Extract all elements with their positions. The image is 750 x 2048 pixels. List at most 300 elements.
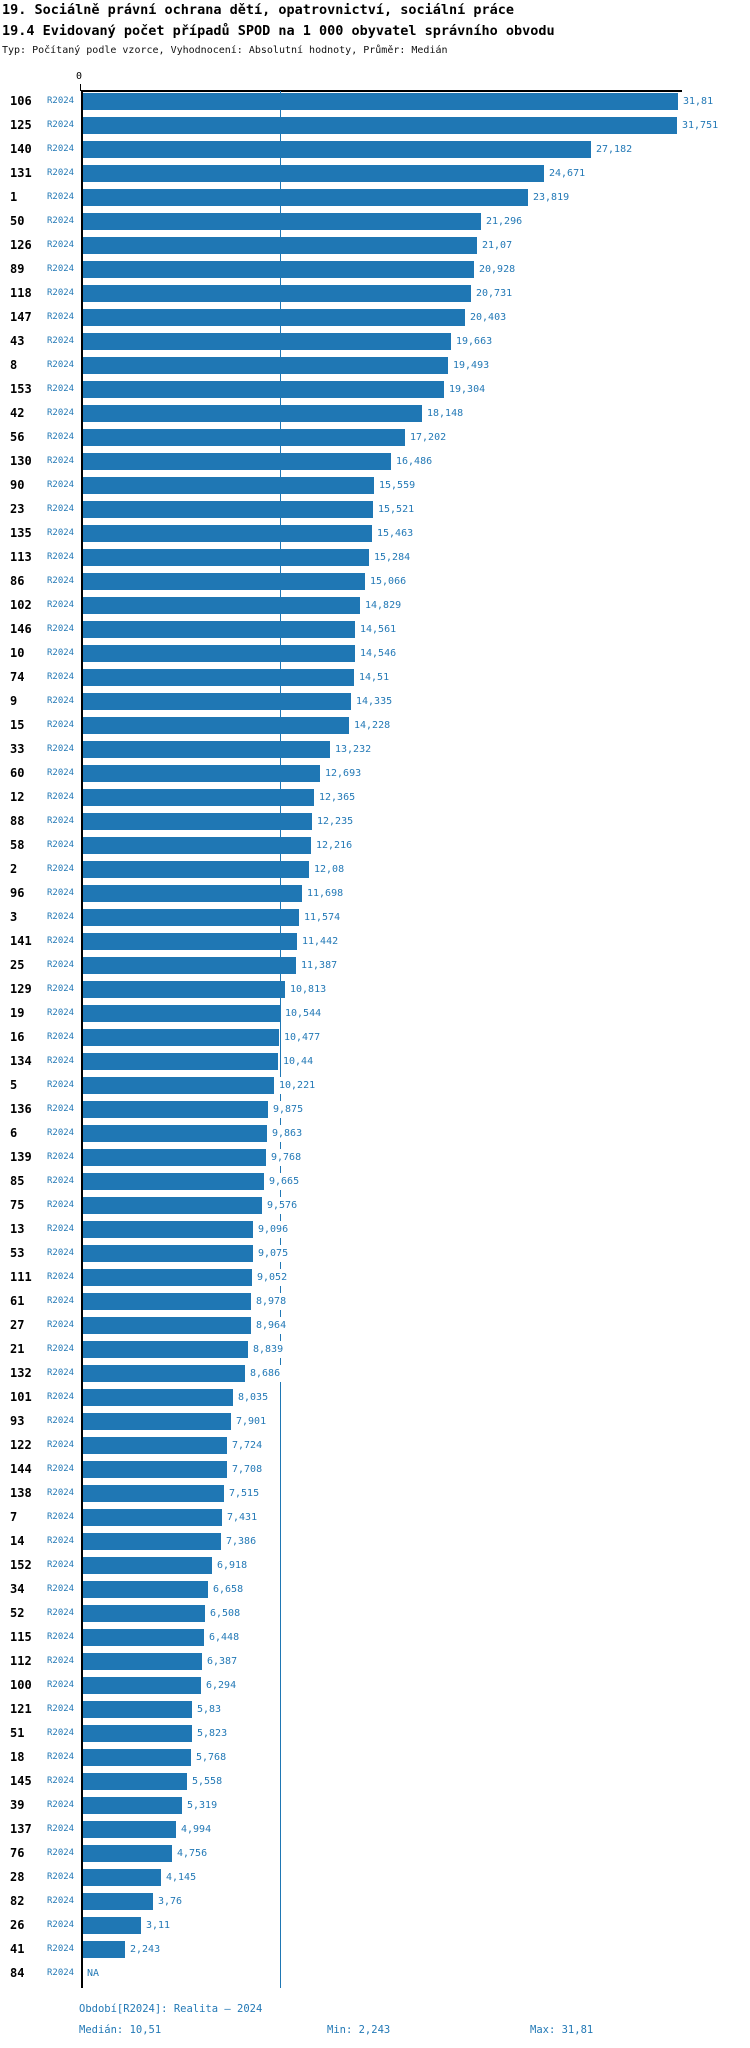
row-period-label: R2024: [47, 671, 75, 682]
row-value-label: 5,83: [197, 1701, 223, 1718]
row-period-label: R2024: [47, 839, 75, 850]
row-id-label: 61: [10, 1293, 25, 1308]
row-id-label: 2: [10, 861, 18, 876]
row-value-label: 3,76: [158, 1893, 184, 1910]
row-period-label: R2024: [47, 743, 75, 754]
axis-origin-label: 0: [76, 71, 83, 82]
row-period-label: R2024: [47, 1271, 75, 1282]
bar-row: [0, 1893, 750, 1910]
row-id-label: 125: [10, 117, 32, 132]
row-value-label: 19,493: [453, 357, 491, 374]
row-value-label: 12,693: [325, 765, 363, 782]
row-id-label: 74: [10, 669, 25, 684]
bar: [83, 1509, 222, 1526]
row-id-label: 118: [10, 285, 32, 300]
bar: [83, 381, 444, 398]
bar-row: [0, 1917, 750, 1934]
bar: [83, 1893, 153, 1910]
row-value-label: 4,756: [177, 1845, 209, 1862]
bar-row: [0, 861, 750, 878]
bar: [83, 1581, 208, 1598]
bar-row: [0, 1629, 750, 1646]
row-period-label: R2024: [47, 1559, 75, 1570]
bar-row: [0, 1797, 750, 1814]
row-period-label: R2024: [47, 407, 75, 418]
bar-row: [0, 1125, 750, 1142]
bar-row: [0, 909, 750, 926]
row-id-label: 86: [10, 573, 25, 588]
bar-row: [0, 237, 750, 254]
bar: [83, 1341, 248, 1358]
row-id-label: 132: [10, 1365, 32, 1380]
bar-row: [0, 1413, 750, 1430]
row-id-label: 27: [10, 1317, 25, 1332]
row-id-label: 6: [10, 1125, 18, 1140]
bar: [83, 573, 365, 590]
row-value-label: 7,386: [226, 1533, 258, 1550]
row-period-label: R2024: [47, 1463, 75, 1474]
bar-row: [0, 765, 750, 782]
row-id-label: 50: [10, 213, 25, 228]
row-value-label: 20,731: [476, 285, 514, 302]
row-id-label: 134: [10, 1053, 32, 1068]
row-value-label: 10,544: [285, 1005, 323, 1022]
bar-row: [0, 1077, 750, 1094]
row-period-label: R2024: [47, 1703, 75, 1714]
row-period-label: R2024: [47, 935, 75, 946]
row-id-label: 7: [10, 1509, 18, 1524]
bar: [83, 1245, 253, 1262]
row-id-label: 76: [10, 1845, 25, 1860]
bar-row: [0, 405, 750, 422]
row-value-label: 3,11: [146, 1917, 172, 1934]
bar: [83, 285, 471, 302]
bar-row: [0, 621, 750, 638]
bar-row: [0, 933, 750, 950]
bar: [83, 741, 330, 758]
row-id-label: 26: [10, 1917, 25, 1932]
row-value-label: 27,182: [596, 141, 634, 158]
row-period-label: R2024: [47, 1175, 75, 1186]
row-value-label: 11,698: [307, 885, 345, 902]
bar-row: [0, 1509, 750, 1526]
row-id-label: 100: [10, 1677, 32, 1692]
row-period-label: R2024: [47, 143, 75, 154]
row-id-label: 1: [10, 189, 18, 204]
bar: [83, 1773, 187, 1790]
bar: [83, 693, 351, 710]
row-value-label: 9,875: [273, 1101, 305, 1118]
bar-row: [0, 1869, 750, 1886]
bar-row: [0, 453, 750, 470]
row-id-label: 15: [10, 717, 25, 732]
bar: [83, 1269, 252, 1286]
bar-row: [0, 213, 750, 230]
row-value-label: 12,365: [319, 789, 357, 806]
row-period-label: R2024: [47, 359, 75, 370]
row-id-label: 139: [10, 1149, 32, 1164]
row-value-label: 2,243: [130, 1941, 162, 1958]
bar: [83, 1365, 245, 1382]
bar: [83, 1725, 192, 1742]
bar: [83, 1749, 191, 1766]
row-id-label: 152: [10, 1557, 32, 1572]
row-id-label: 51: [10, 1725, 25, 1740]
bar-row: [0, 1221, 750, 1238]
row-value-label: 15,521: [378, 501, 416, 518]
bar-row: [0, 189, 750, 206]
bar: [83, 1701, 192, 1718]
bar-row: [0, 1029, 750, 1046]
row-id-label: 34: [10, 1581, 25, 1596]
bar: [83, 1917, 141, 1934]
row-value-label: 5,558: [192, 1773, 224, 1790]
row-period-label: R2024: [47, 1415, 75, 1426]
row-period-label: R2024: [47, 1031, 75, 1042]
bar: [83, 1653, 202, 1670]
row-period-label: R2024: [47, 1367, 75, 1378]
row-id-label: 140: [10, 141, 32, 156]
row-period-label: R2024: [47, 959, 75, 970]
row-id-label: 13: [10, 1221, 25, 1236]
row-period-label: R2024: [47, 1247, 75, 1258]
bar: [83, 933, 297, 950]
bar-row: [0, 1845, 750, 1862]
bar: [83, 1485, 224, 1502]
row-id-label: 42: [10, 405, 25, 420]
row-value-label: 5,319: [187, 1797, 219, 1814]
row-id-label: 138: [10, 1485, 32, 1500]
bar-row: [0, 1053, 750, 1070]
bar: [83, 1029, 279, 1046]
row-id-label: 5: [10, 1077, 18, 1092]
row-value-label: 9,576: [267, 1197, 299, 1214]
row-id-label: 33: [10, 741, 25, 756]
row-period-label: R2024: [47, 527, 75, 538]
row-period-label: R2024: [47, 239, 75, 250]
row-value-label: 14,829: [365, 597, 403, 614]
row-value-label: 20,928: [479, 261, 517, 278]
footer-period-info: Období[R2024]: Realita – 2024: [79, 2003, 263, 2015]
row-period-label: R2024: [47, 1943, 75, 1954]
row-value-label: 21,07: [482, 237, 514, 254]
row-id-label: 147: [10, 309, 32, 324]
bar: [83, 1797, 182, 1814]
row-period-label: R2024: [47, 1751, 75, 1762]
row-period-label: R2024: [47, 647, 75, 658]
bar: [83, 1149, 266, 1166]
row-id-label: 89: [10, 261, 25, 276]
row-value-label: 15,463: [377, 525, 415, 542]
row-period-label: R2024: [47, 1799, 75, 1810]
bar: [83, 261, 474, 278]
row-id-label: 146: [10, 621, 32, 636]
bar-row: [0, 669, 750, 686]
bar: [83, 1437, 227, 1454]
row-id-label: 56: [10, 429, 25, 444]
bar-row: [0, 717, 750, 734]
bar-row: [0, 1101, 750, 1118]
row-period-label: R2024: [47, 1079, 75, 1090]
row-value-label: 7,901: [236, 1413, 268, 1430]
row-value-label: 18,148: [427, 405, 465, 422]
row-value-label: 23,819: [533, 189, 571, 206]
row-value-label: 13,232: [335, 741, 373, 758]
row-id-label: 82: [10, 1893, 25, 1908]
row-period-label: R2024: [47, 311, 75, 322]
bar-row: [0, 1389, 750, 1406]
row-id-label: 136: [10, 1101, 32, 1116]
row-value-label: 17,202: [410, 429, 448, 446]
row-id-label: 53: [10, 1245, 25, 1260]
bar-row: [0, 789, 750, 806]
row-value-label: 4,145: [166, 1869, 198, 1886]
row-value-label: 8,839: [253, 1341, 285, 1358]
bar: [83, 1221, 253, 1238]
row-id-label: 131: [10, 165, 32, 180]
row-period-label: R2024: [47, 887, 75, 898]
chart-subtitle: Typ: Počítaný podle vzorce, Vyhodnocení: Absolutní hodnoty, Průměr: Medián: [2, 45, 448, 56]
row-id-label: 52: [10, 1605, 25, 1620]
bar: [83, 333, 451, 350]
row-period-label: R2024: [47, 1967, 75, 1978]
bar: [83, 1941, 125, 1958]
bar-row: [0, 381, 750, 398]
row-period-label: R2024: [47, 1343, 75, 1354]
row-value-label: 6,918: [217, 1557, 249, 1574]
bar: [83, 597, 360, 614]
row-id-label: 90: [10, 477, 25, 492]
bar: [83, 165, 544, 182]
bar-row: [0, 573, 750, 590]
bar-row: [0, 1677, 750, 1694]
bar-row: [0, 525, 750, 542]
row-value-label: 15,284: [374, 549, 412, 566]
bar-row: [0, 741, 750, 758]
row-id-label: 43: [10, 333, 25, 348]
bar-row: [0, 1245, 750, 1262]
row-period-label: R2024: [47, 1391, 75, 1402]
row-period-label: R2024: [47, 95, 75, 106]
row-value-label: 15,066: [370, 573, 408, 590]
bar: [83, 525, 372, 542]
bar-row: [0, 837, 750, 854]
row-value-label: 6,387: [207, 1653, 239, 1670]
row-id-label: 130: [10, 453, 32, 468]
bar: [83, 477, 374, 494]
footer-min-stat: Min: 2,243: [327, 2024, 391, 2036]
page-title: 19. Sociálně právní ochrana dětí, opatrovnictví, sociální práce: [2, 2, 515, 18]
row-id-label: 41: [10, 1941, 25, 1956]
row-id-label: 39: [10, 1797, 25, 1812]
row-period-label: R2024: [47, 1871, 75, 1882]
row-value-label: 6,508: [210, 1605, 242, 1622]
row-period-label: R2024: [47, 215, 75, 226]
row-value-label: 7,515: [229, 1485, 261, 1502]
row-value-label: 9,665: [269, 1173, 301, 1190]
bar: [83, 501, 373, 518]
row-id-label: 3: [10, 909, 18, 924]
row-id-label: 9: [10, 693, 18, 708]
row-id-label: 93: [10, 1413, 25, 1428]
row-id-label: 14: [10, 1533, 25, 1548]
row-value-label: 12,08: [314, 861, 346, 878]
bar-row: [0, 93, 750, 110]
row-period-label: R2024: [47, 719, 75, 730]
row-value-label: 14,335: [356, 693, 394, 710]
row-period-label: R2024: [47, 599, 75, 610]
bar: [83, 429, 405, 446]
row-period-label: R2024: [47, 1919, 75, 1930]
row-value-label: 24,671: [549, 165, 587, 182]
bar-row: [0, 333, 750, 350]
row-value-label: 9,768: [271, 1149, 303, 1166]
bar: [83, 765, 320, 782]
bar: [83, 93, 678, 110]
row-id-label: 121: [10, 1701, 32, 1716]
bar-row: [0, 957, 750, 974]
bar: [83, 1005, 280, 1022]
row-period-label: R2024: [47, 1511, 75, 1522]
bar: [83, 213, 481, 230]
row-id-label: 18: [10, 1749, 25, 1764]
row-period-label: R2024: [47, 1103, 75, 1114]
row-value-label: 8,035: [238, 1389, 270, 1406]
row-value-label: 9,075: [258, 1245, 290, 1262]
row-id-label: 60: [10, 765, 25, 780]
bar-row: [0, 1317, 750, 1334]
row-period-label: R2024: [47, 1775, 75, 1786]
row-period-label: R2024: [47, 1127, 75, 1138]
row-period-label: R2024: [47, 479, 75, 490]
row-id-label: 58: [10, 837, 25, 852]
row-value-label: 8,686: [250, 1365, 282, 1382]
row-period-label: R2024: [47, 1007, 75, 1018]
bar: [83, 789, 314, 806]
row-value-label: 19,663: [456, 333, 494, 350]
bar: [83, 837, 311, 854]
bar-row: [0, 1653, 750, 1670]
bar-row: [0, 1461, 750, 1478]
row-period-label: R2024: [47, 1607, 75, 1618]
bar-row: [0, 1365, 750, 1382]
bar-row: [0, 693, 750, 710]
bar: [83, 1845, 172, 1862]
row-id-label: 106: [10, 93, 32, 108]
bar-row: [0, 141, 750, 158]
row-period-label: R2024: [47, 1823, 75, 1834]
bar-row: [0, 1749, 750, 1766]
bar: [83, 885, 302, 902]
row-id-label: 8: [10, 357, 18, 372]
bar: [83, 1533, 221, 1550]
bar-row: [0, 309, 750, 326]
row-period-label: R2024: [47, 767, 75, 778]
row-value-label: 10,813: [290, 981, 328, 998]
row-value-label: 10,477: [284, 1029, 322, 1046]
row-id-label: 111: [10, 1269, 32, 1284]
row-id-label: 144: [10, 1461, 32, 1476]
bar-row: [0, 1005, 750, 1022]
row-period-label: R2024: [47, 791, 75, 802]
row-id-label: 84: [10, 1965, 25, 1980]
row-period-label: R2024: [47, 503, 75, 514]
row-id-label: 96: [10, 885, 25, 900]
bar-row: [0, 1533, 750, 1550]
row-value-label: 5,823: [197, 1725, 229, 1742]
bar: [83, 1677, 201, 1694]
bar: [83, 1197, 262, 1214]
row-value-label: 15,559: [379, 477, 417, 494]
bar-row: [0, 597, 750, 614]
bar: [83, 1869, 161, 1886]
row-period-label: R2024: [47, 1295, 75, 1306]
row-value-label: 14,51: [359, 669, 391, 686]
row-id-label: 10: [10, 645, 25, 660]
bar-row: [0, 1605, 750, 1622]
bar-row: [0, 261, 750, 278]
bar-row: [0, 501, 750, 518]
bar: [83, 1173, 264, 1190]
row-id-label: 115: [10, 1629, 32, 1644]
row-value-label: 12,216: [316, 837, 354, 854]
row-id-label: 102: [10, 597, 32, 612]
row-period-label: R2024: [47, 1847, 75, 1858]
footer-max-stat: Max: 31,81: [530, 2024, 594, 2036]
bar: [83, 861, 309, 878]
bar-row: [0, 1437, 750, 1454]
row-value-label: 7,724: [232, 1437, 264, 1454]
bar: [83, 717, 349, 734]
row-value-label: 16,486: [396, 453, 434, 470]
row-value-label: NA: [87, 1965, 101, 1982]
row-period-label: R2024: [47, 695, 75, 706]
row-period-label: R2024: [47, 191, 75, 202]
row-period-label: R2024: [47, 1535, 75, 1546]
bar: [83, 1317, 251, 1334]
bar-row: [0, 549, 750, 566]
row-period-label: R2024: [47, 1631, 75, 1642]
row-period-label: R2024: [47, 431, 75, 442]
bar-row: [0, 1773, 750, 1790]
bar: [83, 237, 477, 254]
row-value-label: 7,431: [227, 1509, 259, 1526]
row-value-label: 4,994: [181, 1821, 213, 1838]
row-id-label: 129: [10, 981, 32, 996]
row-id-label: 19: [10, 1005, 25, 1020]
bar-row: [0, 165, 750, 182]
row-value-label: 14,561: [360, 621, 398, 638]
bar: [83, 1389, 233, 1406]
row-id-label: 113: [10, 549, 32, 564]
row-value-label: 10,44: [283, 1053, 315, 1070]
bar: [83, 357, 448, 374]
row-id-label: 12: [10, 789, 25, 804]
row-value-label: 9,096: [258, 1221, 290, 1238]
row-id-label: 153: [10, 381, 32, 396]
row-value-label: 14,228: [354, 717, 392, 734]
row-period-label: R2024: [47, 119, 75, 130]
bar-row: [0, 357, 750, 374]
bar: [83, 813, 312, 830]
row-id-label: 85: [10, 1173, 25, 1188]
bar-row: [0, 645, 750, 662]
row-period-label: R2024: [47, 1487, 75, 1498]
row-id-label: 126: [10, 237, 32, 252]
bar: [83, 621, 355, 638]
row-period-label: R2024: [47, 167, 75, 178]
bar: [83, 549, 369, 566]
